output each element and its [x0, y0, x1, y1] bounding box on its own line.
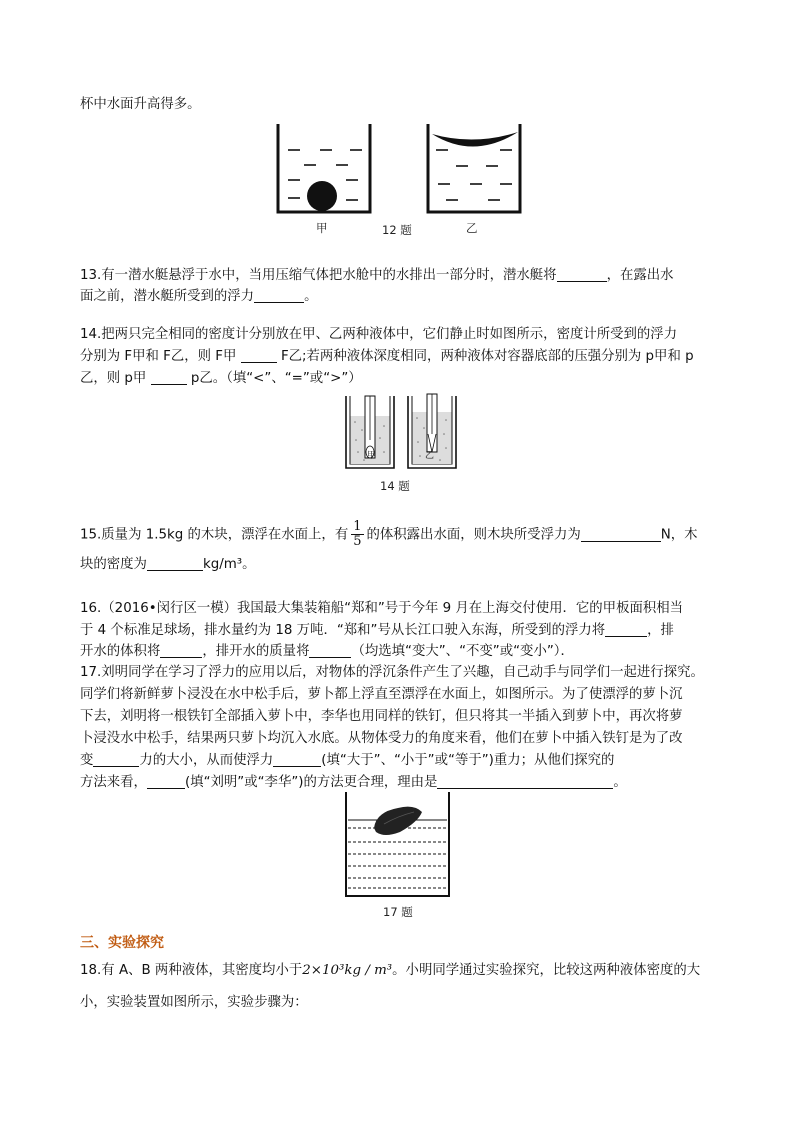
- q18-line2: 小，实验装置如图所示，实验步骤为：: [80, 995, 308, 1010]
- fraction-one-fifth: $\frac{1}{5}$: [353, 519, 362, 549]
- q17-line1: 17.刘明同学在学习了浮力的应用以后，对物体的浮沉条件产生了兴趣，自己动手与同学们一起进行探究。: [80, 665, 704, 680]
- q13-line2: 面之前，潜水艇所受到的浮力 。: [80, 289, 318, 304]
- figure-17: [340, 788, 455, 900]
- fig12-label-jia: 甲: [316, 221, 328, 235]
- fig12-label-yi: 乙: [466, 221, 478, 235]
- q16-line3: 开水的体积将 ，排开水的质量将 （均选填“变大”、“不变”或“变小”）．: [80, 644, 574, 659]
- fig17-caption: 17 题: [383, 905, 413, 919]
- q15-line2: 块的密度为 kg/m³。: [80, 557, 256, 572]
- q15-line1: 15.质量为 1.5kg 的木块，漂浮在水面上，有 $\frac{1}{5}$ 的体积露出水面，则木块所受浮力为 N，木: [80, 519, 698, 549]
- q13-line1: 13.有一潜水艇悬浮于水中，当用压缩气体把水舱中的水排出一部分时，潜水艇将 ，在露出水: [80, 268, 674, 283]
- intro-text: 杯中水面升高得多。: [80, 97, 201, 112]
- fig14-label-jia: 甲: [367, 451, 377, 461]
- q17-line2: 同学们将新鲜萝卜浸没在水中松手后，萝卜都上浮直至漂浮在水面上，如图所示。为了使漂浮的萝卜沉: [80, 687, 683, 702]
- q14-line3: 乙，则 p甲 p乙。（填“<”、“=”或“>”）: [80, 371, 362, 386]
- figure-14: [340, 390, 465, 475]
- q16-line2: 于 4 个标准足球场，排水量约为 18 万吨．“郑和”号从长江口驶入东海，所受到的浮力将 ，排: [80, 623, 674, 638]
- q14-line2: 分别为 F甲和 F乙，则 F甲 F乙;若两种液体深度相同，两种液体对容器底部的压强分别为 p甲和 p: [80, 349, 694, 364]
- section-heading-experiment: 三、实验探究: [80, 935, 164, 951]
- fig14-caption: 14 题: [380, 479, 410, 493]
- q17-line3: 下去，刘明将一根铁钉全部插入萝卜中，李华也用同样的铁钉，但只将其一半插入到萝卜中，再次将萝: [80, 709, 683, 724]
- q16-line1: 16.（2016•闵行区一模）我国最大集装箱船“郑和”号于今年 9 月在上海交付使用．它的甲板面积相当: [80, 601, 684, 616]
- fig12-caption: 12 题: [382, 223, 412, 237]
- density-formula: 2×10³kg / m³: [302, 963, 393, 978]
- q14-line1: 14.把两只完全相同的密度计分别放在甲、乙两种液体中，它们静止时如图所示，密度计所受到的浮力: [80, 327, 678, 342]
- q18-line1: 18.有 A、B 两种液体，其密度均小于2×10³kg / m³。小明同学通过实验探究，比较这两种液体密度的大: [80, 963, 701, 978]
- q17-line4: 卜浸没水中松手，结果两只萝卜均沉入水底。从物体受力的角度来看，他们在萝卜中插入铁钉是为了改: [80, 731, 683, 746]
- fig14-label-yi: 乙: [425, 451, 435, 461]
- q17-line5: 变 力的大小，从而使浮力 (填“大于”、“小于”或“等于”)重力；从他们探究的: [80, 753, 615, 768]
- q17-line6: 方法来看， (填“刘明”或“李华”)的方法更合理，理由是 。: [80, 775, 627, 790]
